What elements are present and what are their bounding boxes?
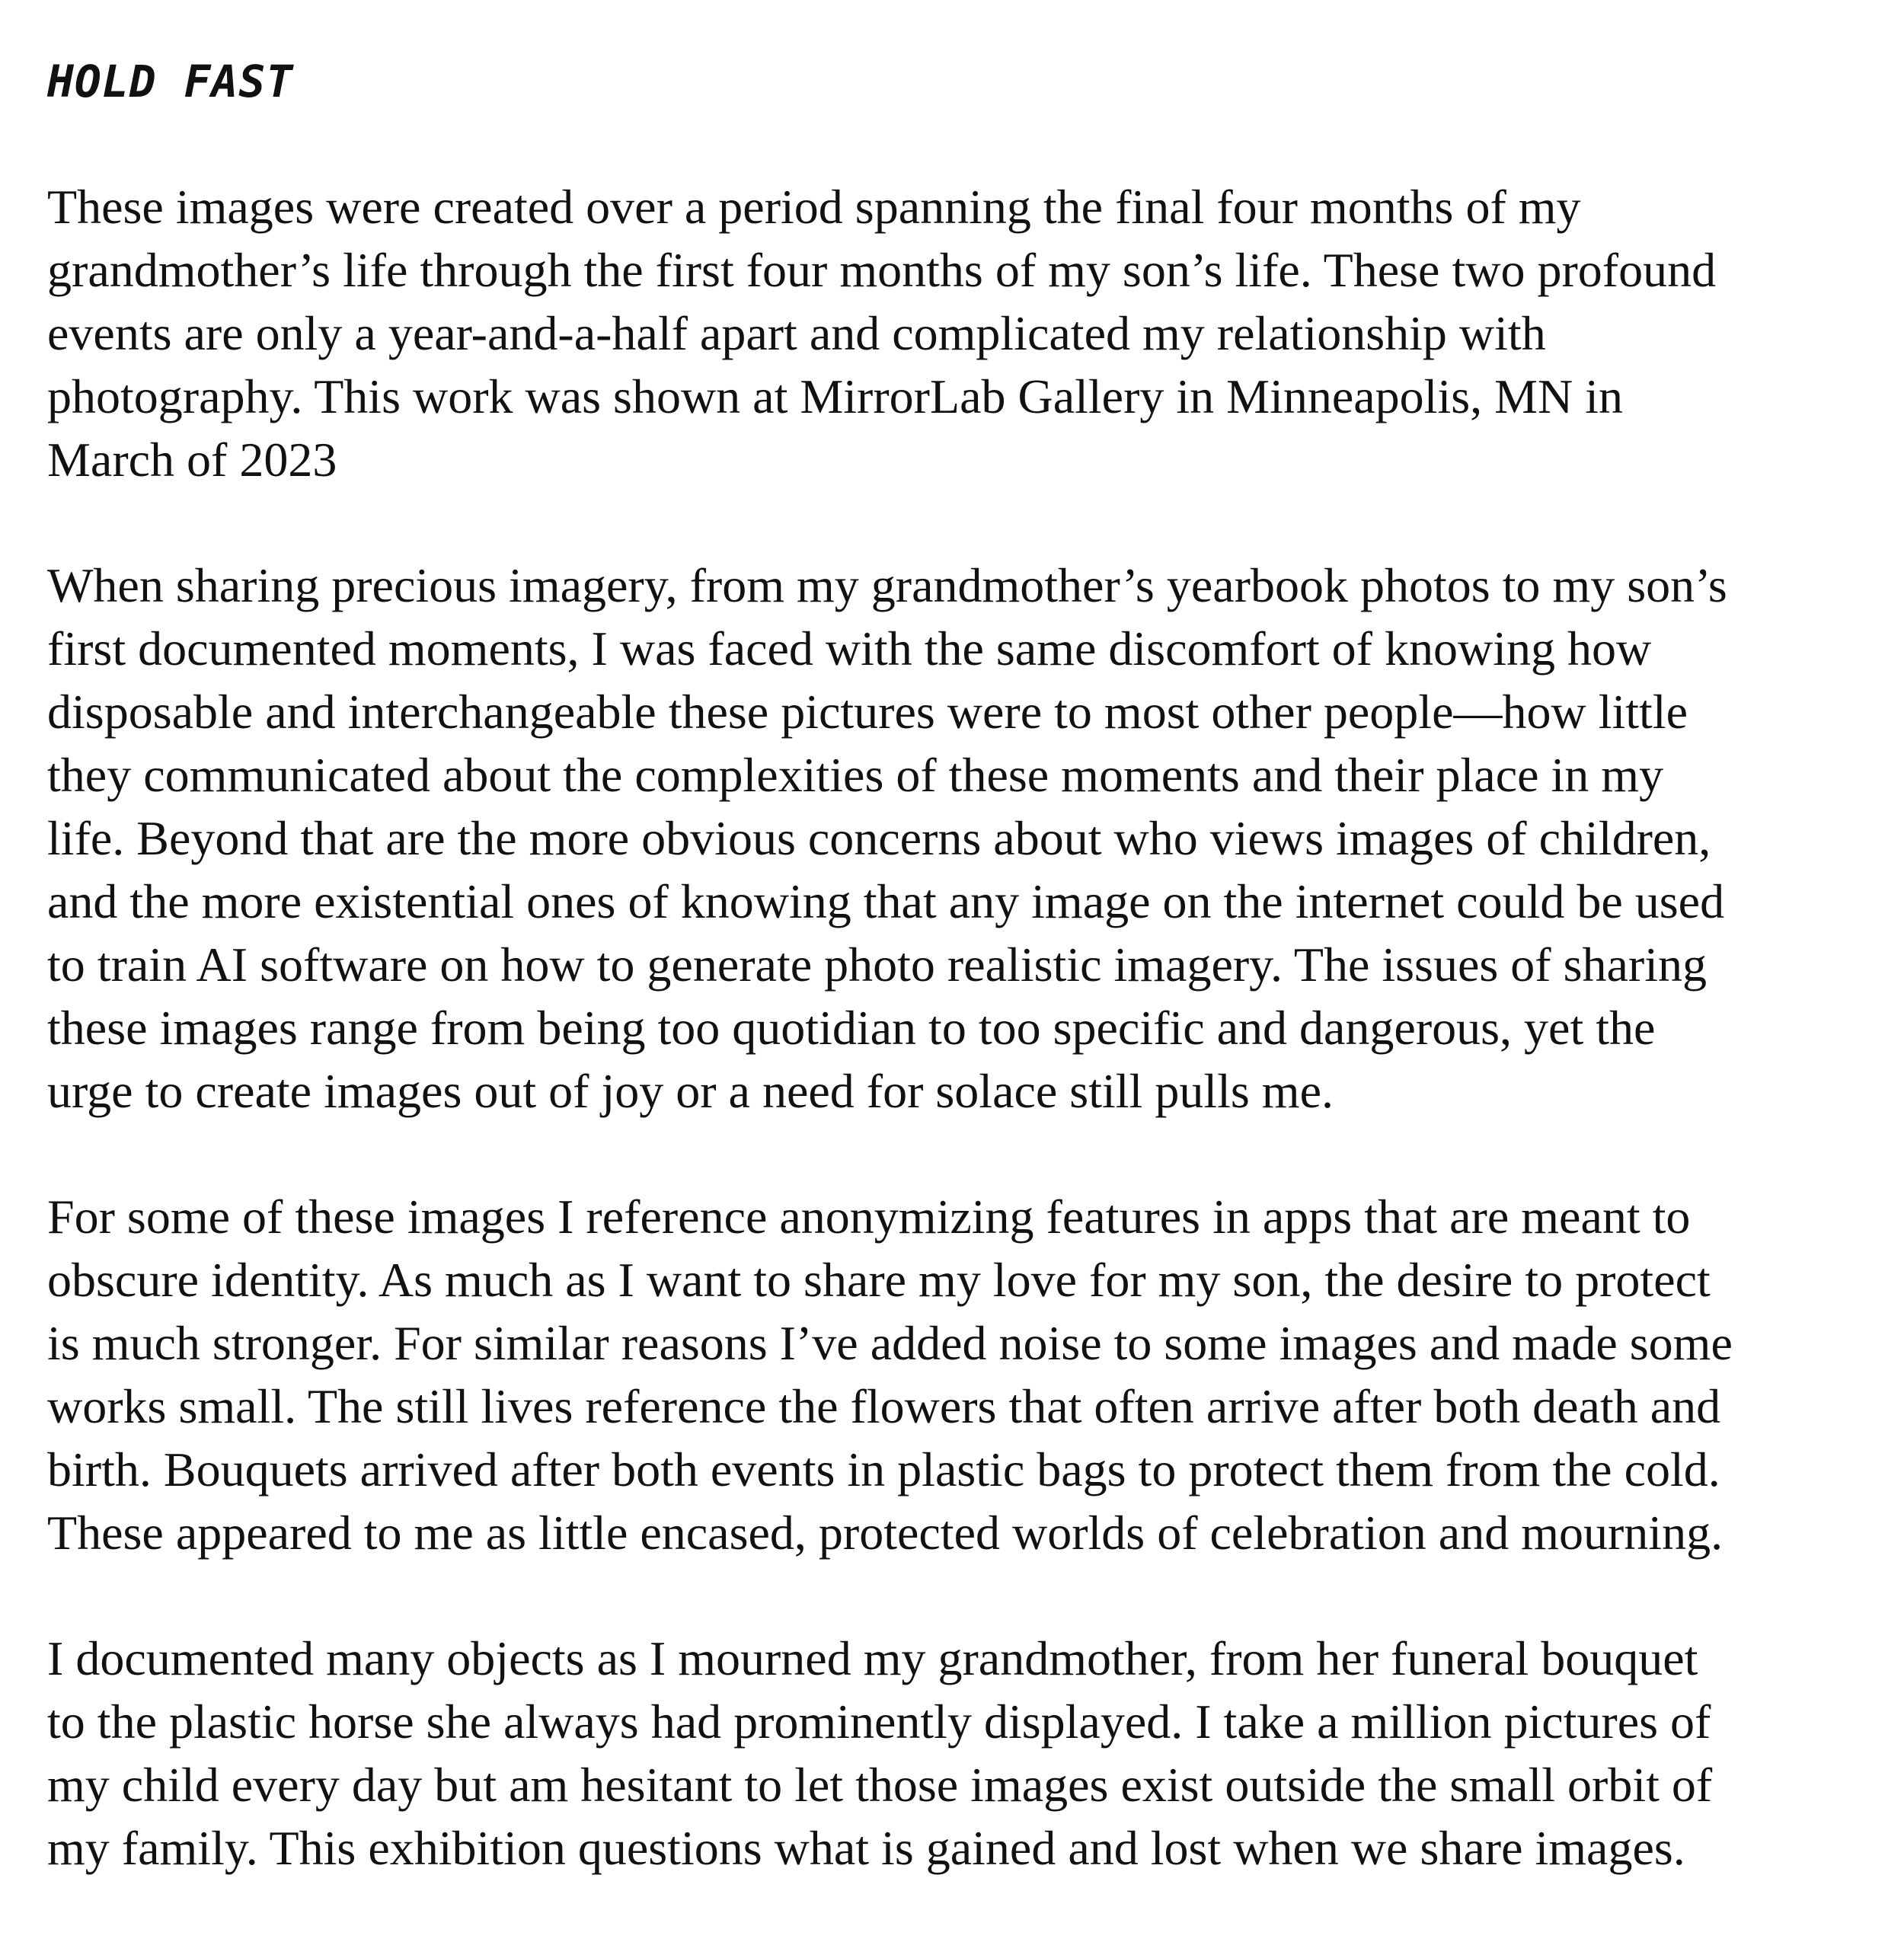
text-line: obscure identity. As much as I want to share my love for my son, the desire to protect [47, 1253, 1711, 1307]
text-line: works small. The still lives reference the flowers that often arrive after both death and [47, 1379, 1721, 1433]
text-line: For some of these images I reference anonymizing features in apps that are meant to [47, 1190, 1691, 1244]
paragraph-1 [47, 175, 1875, 491]
text-line: and the more existential ones of knowing that any image on the internet could be used [47, 874, 1725, 928]
paragraph-4 [47, 1627, 1875, 1880]
text-line: grandmother’s life through the first four months of my son’s life. These two profound [47, 243, 1717, 297]
text-line: These images were created over a period spanning the final four months of my [47, 180, 1581, 234]
text-line: is much stronger. For similar reasons I’ve added noise to some images and made some [47, 1316, 1733, 1370]
text-line: I documented many objects as I mourned my grandmother, from her funeral bouquet [47, 1631, 1698, 1685]
document-page [47, 55, 1875, 1942]
paragraph-2 [47, 554, 1875, 1123]
text-line: life. Beyond that are the more obvious concerns about who views images of children, [47, 811, 1711, 865]
text-line: my child every day but am hesitant to let those images exist outside the small orbit of [47, 1758, 1713, 1812]
text-line: These appeared to me as little encased, protected worlds of celebration and mourning. [47, 1506, 1724, 1560]
text-line: birth. Bouquets arrived after both events in plastic bags to protect them from the cold. [47, 1442, 1720, 1496]
text-line: When sharing precious imagery, from my grandmother’s yearbook photos to my son’s [47, 558, 1727, 612]
text-line: they communicated about the complexities of these moments and their place in my [47, 748, 1664, 802]
text-line: my family. This exhibition questions what is gained and lost when we share images. [47, 1821, 1685, 1875]
text-line: events are only a year-and-a-half apart and complicated my relationship with [47, 306, 1546, 360]
text-line: these images range from being too quotidian to too specific and dangerous, yet the [47, 1001, 1656, 1055]
text-line: urge to create images out of joy or a need for solace still pulls me. [47, 1064, 1334, 1118]
text-line: to train AI software on how to generate photo realistic imagery. The issues of sharing [47, 937, 1707, 992]
text-line: disposable and interchangeable these pictures were to most other people—how little [47, 685, 1688, 739]
text-line: to the plastic horse she always had prominently displayed. I take a million pictures of [47, 1694, 1711, 1749]
document-title: HOLD FAST [47, 56, 294, 107]
text-line: photography. This work was shown at MirrorLab Gallery in Minneapolis, MN in [47, 369, 1624, 423]
text-line: first documented moments, I was faced with the same discomfort of knowing how [47, 621, 1652, 676]
text-line: March of 2023 [47, 433, 337, 487]
paragraph-3 [47, 1185, 1875, 1564]
